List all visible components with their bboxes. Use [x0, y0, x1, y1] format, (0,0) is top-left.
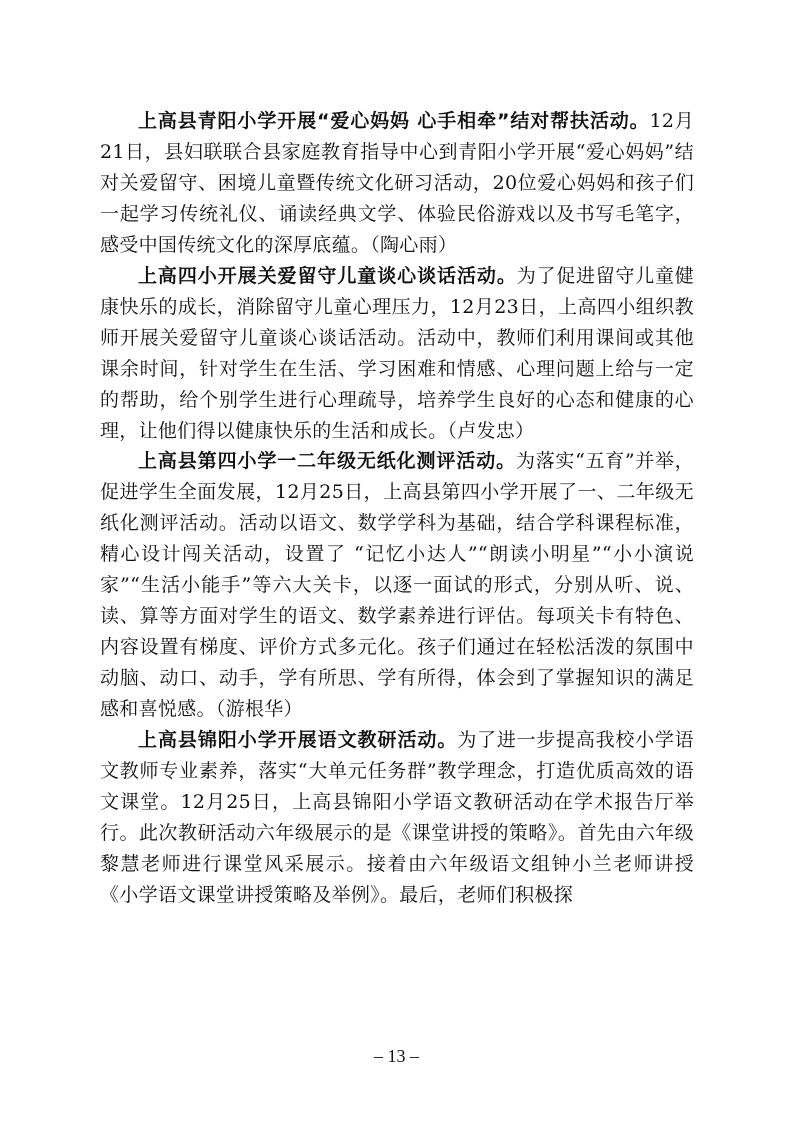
paragraph-body: 为了促进留守儿童健康快乐的成长，消除留守儿童心理压力，12月23日，上高四小组织教师开展关爱留守儿童谈心谈话活动。活动中，教师们利用课间或其他课余时间，针对学生在生活、学习困难和情感、心理问题上给与一定的帮助，给个别学生进行心理疏导，培养学生良好的心态和健康的心理，让他们得以健康快乐的生活和成长。（卢发忠） [100, 264, 694, 442]
news-paragraph-qingyang [100, 106, 694, 261]
paragraph-body: 为了进一步提高我校小学语文教师专业素养，落实“大单元任务群”教学理念，打造优质高效的语文课堂。12月25日，上高县锦阳小学语文教研活动在学术报告厅举行。此次教研活动六年级展示的是《课堂讲授的策略》。首先由六年级黎慧老师进行课堂风采展示。接着由六年级语文组钟小兰老师讲授《小学语文课堂讲授策略及举例》。最后，老师们积极探 [100, 729, 694, 906]
paragraph-lead: 上高县锦阳小学开展语文教研活动。 [138, 729, 458, 752]
page-number: – 13 – [374, 1046, 419, 1066]
paragraph-body: 12月21日，县妇联联合县家庭教育指导中心到青阳小学开展“爱心妈妈”结对关爱留守、困境儿童暨传统文化研习活动，20位爱心妈妈和孩子们一起学习传统礼仪、诵读经典文学、体验民俗游戏以及书写毛笔字，感受中国传统文化的深厚底蕴。（陶心雨） [100, 110, 695, 256]
paragraph-body: 为落实“五育”并举，促进学生全面发展，12月25日，上高县第四小学开展了一、二年级无纸化测评活动。活动以语文、数学学科为基础，结合学科课程标准，精心设计闯关活动，设置了 “记忆小达人”“朗读小明星”“小小演说家”“生活小能手”等六大关卡，以逐一面试的形式，分别从听、说、读、算等方面对学生的语文、数学素养进行评估。每项关卡有特色、内容设置有梯度、评价方式多元化。孩子们通过在轻松活泼的氛围中动脑、动口、动手，学有所思、学有所得，体会到了掌握知识的满足感和喜悦感。（游根华） [100, 450, 694, 721]
paragraph-lead: 上高四小开展关爱留守儿童谈心谈话活动。 [138, 264, 517, 287]
news-paragraph-sixiao [100, 261, 694, 447]
news-paragraph-jinyang [100, 725, 694, 911]
news-paragraph-paperless-test [100, 446, 694, 725]
paragraph-lead: 上高县第四小学一二年级无纸化测评活动。 [138, 450, 516, 473]
news-content [100, 106, 694, 911]
paragraph-lead: 上高县青阳小学开展“爱心妈妈 心手相牵”结对帮扶活动。 [138, 110, 650, 132]
